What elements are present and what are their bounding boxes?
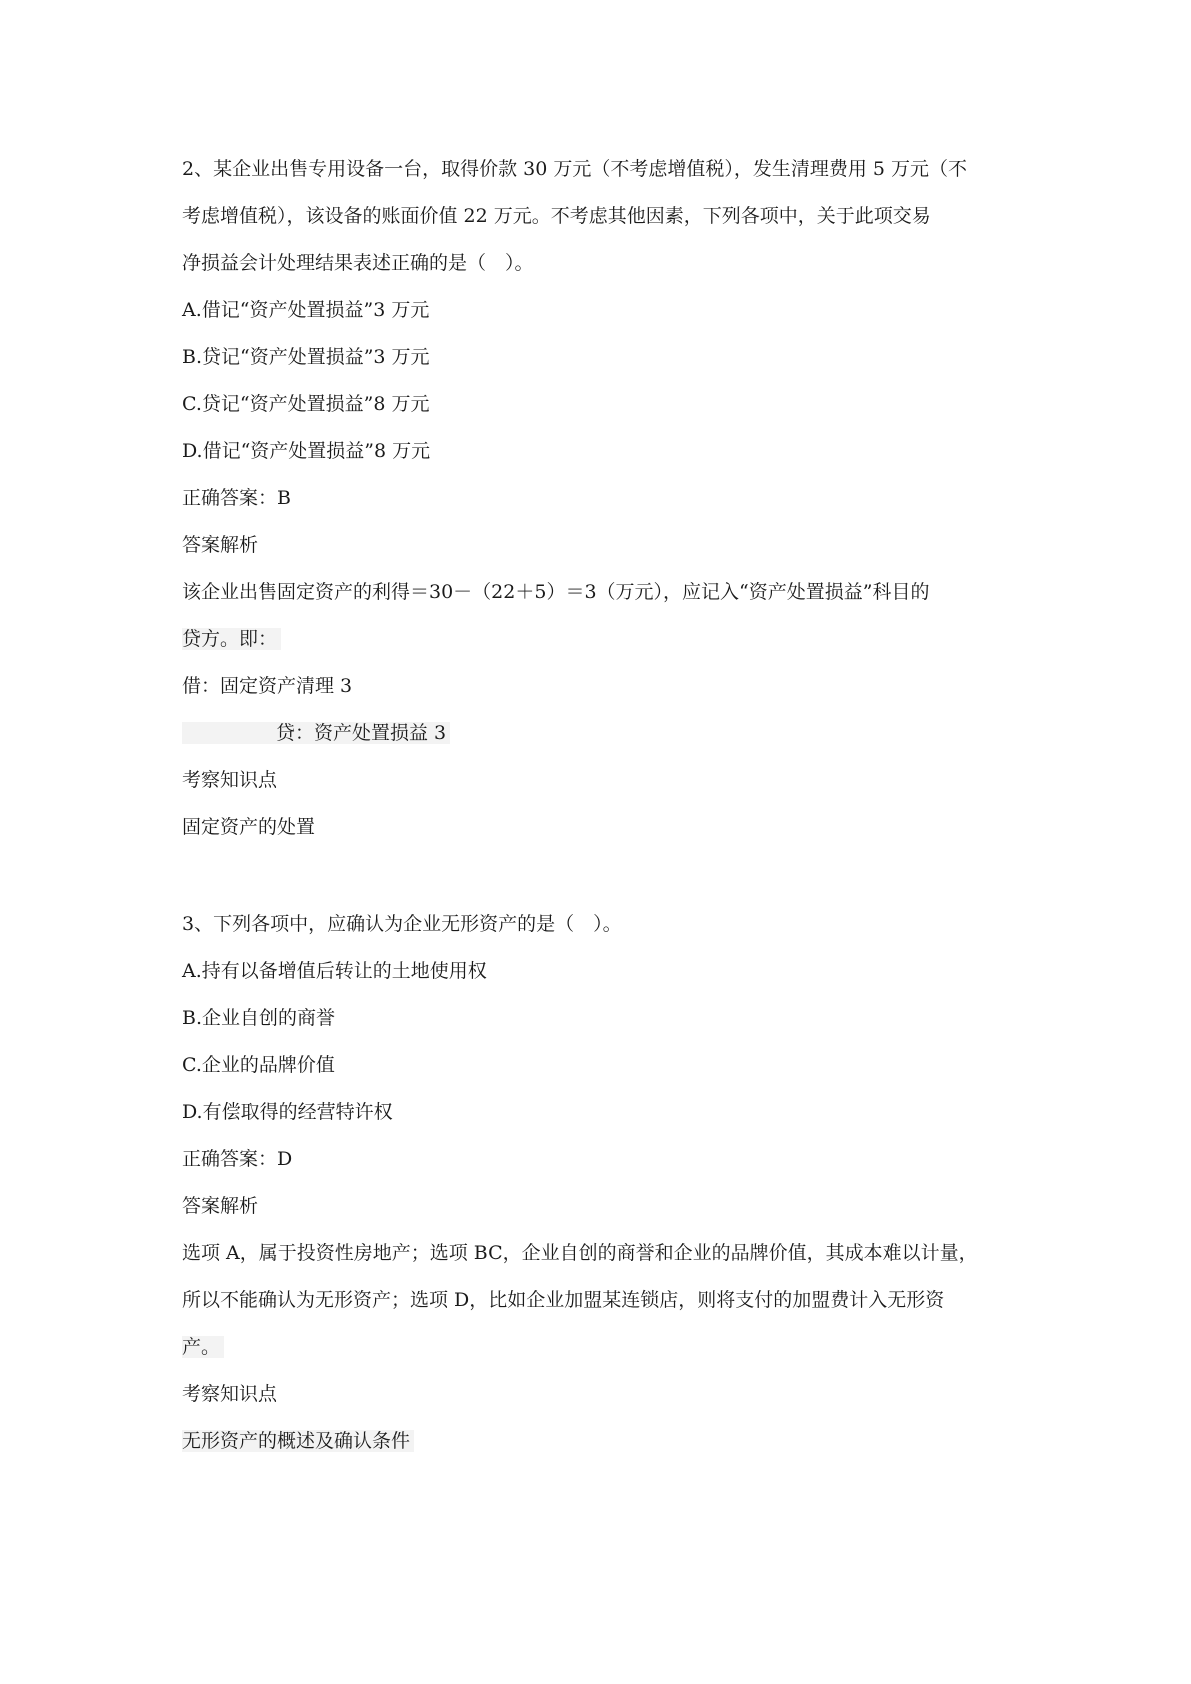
- analysis-text: 产。: [182, 1336, 224, 1358]
- correct-answer: 正确答案：B: [182, 487, 291, 509]
- analysis-heading: 答案解析: [182, 534, 259, 556]
- option-d: D.有偿取得的经营特许权: [182, 1101, 393, 1123]
- option-b: B.贷记“资产处置损益”3 万元: [182, 346, 430, 368]
- journal-entry-credit: 贷：资产处置损益 3: [182, 722, 450, 744]
- analysis-heading: 答案解析: [182, 1195, 259, 1217]
- journal-entry-debit: 借：固定资产清理 3: [182, 675, 353, 697]
- option-a: A.借记“资产处置损益”3 万元: [182, 299, 430, 321]
- knowledge-heading: 考察知识点: [182, 769, 278, 791]
- question-stem-line: 3、下列各项中，应确认为企业无形资产的是（ ）。: [182, 913, 622, 935]
- question-2: [182, 146, 1022, 851]
- analysis-line: 所以不能确认为无形资产；选项 D，比如企业加盟某连锁店，则将支付的加盟费计入无形资: [182, 1289, 945, 1311]
- option-d: D.借记“资产处置损益”8 万元: [182, 440, 431, 462]
- question-stem-line: 考虑增值税），该设备的账面价值 22 万元。不考虑其他因素，下列各项中，关于此项交易: [182, 205, 931, 227]
- correct-answer: 正确答案：D: [182, 1148, 293, 1170]
- option-c: C.贷记“资产处置损益”8 万元: [182, 393, 430, 415]
- analysis-line-row: [182, 1324, 1022, 1371]
- journal-entry-credit-row: [182, 710, 1022, 757]
- question-3: [182, 901, 1022, 1465]
- option-a: A.持有以备增值后转让的土地使用权: [182, 960, 487, 982]
- option-c: C.企业的品牌价值: [182, 1054, 335, 1076]
- knowledge-heading: 考察知识点: [182, 1383, 278, 1405]
- analysis-line: 该企业出售固定资产的利得＝30－（22＋5）＝3（万元），应记入“资产处置损益”科目的: [182, 581, 930, 603]
- knowledge-point: 无形资产的概述及确认条件: [182, 1430, 414, 1452]
- analysis-line: 选项 A，属于投资性房地产；选项 BC，企业自创的商誉和企业的品牌价值，其成本难以计量，: [182, 1242, 978, 1264]
- question-stem-line: 净损益会计处理结果表述正确的是（ ）。: [182, 252, 534, 274]
- option-b: B.企业自创的商誉: [182, 1007, 336, 1029]
- knowledge-point: 固定资产的处置: [182, 816, 316, 838]
- analysis-line: [182, 616, 1022, 663]
- analysis-text: 贷方。即：: [182, 628, 281, 650]
- question-stem-line: 2、某企业出售专用设备一台，取得价款 30 万元（不考虑增值税），发生清理费用 5 万元（不: [182, 158, 968, 180]
- knowledge-point-row: [182, 1418, 1022, 1465]
